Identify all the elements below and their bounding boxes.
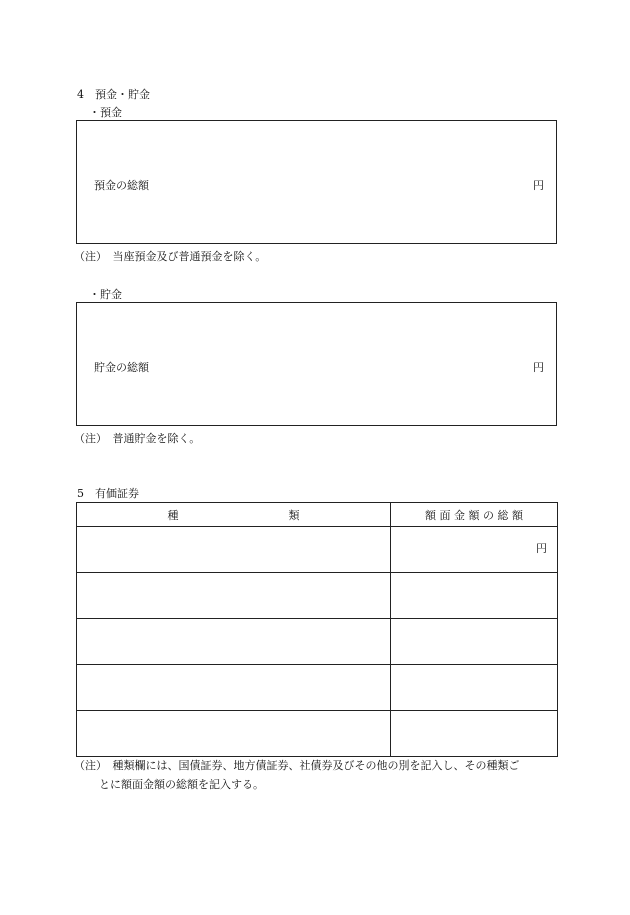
table-row (77, 573, 558, 619)
amount-yen-unit: 円 (536, 541, 547, 555)
type-cell[interactable] (77, 527, 391, 573)
type-header-char1: 種 (167, 508, 179, 522)
savings-note: （注） 普通貯金を除く。 (74, 432, 201, 445)
securities-table (76, 502, 558, 757)
deposit-yen-unit: 円 (533, 179, 544, 192)
section5-heading: 5 有価証券 (77, 487, 139, 500)
deposit-note: （注） 当座預金及び普通預金を除く。 (74, 250, 267, 263)
amount-cell[interactable] (391, 527, 558, 573)
savings-label: ・貯金 (89, 288, 122, 301)
type-column-header (77, 503, 391, 527)
amount-cell[interactable] (391, 665, 558, 711)
type-cell[interactable] (77, 573, 391, 619)
savings-yen-unit: 円 (533, 361, 544, 374)
deposit-box (76, 120, 557, 244)
table-row (77, 711, 558, 757)
table-row (77, 619, 558, 665)
table-row (77, 665, 558, 711)
amount-cell[interactable] (391, 573, 558, 619)
deposit-total-label: 預金の総額 (94, 179, 149, 192)
type-cell[interactable] (77, 665, 391, 711)
amount-cell[interactable] (391, 711, 558, 757)
amount-cell[interactable] (391, 619, 558, 665)
securities-note-line1: （注） 種類欄には、国債証券、地方債証券、社債券及びその他の別を記入し、その種類ご (74, 759, 520, 772)
table-header-row (77, 503, 558, 527)
savings-box (76, 302, 557, 426)
deposit-label: ・預金 (89, 106, 122, 119)
type-cell[interactable] (77, 711, 391, 757)
type-header-char2: 類 (288, 508, 300, 522)
table-row (77, 527, 558, 573)
savings-total-label: 貯金の総額 (94, 361, 149, 374)
amount-column-header: 額 面 金 額 の 総 額 (391, 503, 558, 527)
type-cell[interactable] (77, 619, 391, 665)
section4-heading: 4 預金・貯金 (77, 88, 150, 101)
securities-note-line2: とに額面金額の総額を記入する。 (99, 778, 264, 791)
